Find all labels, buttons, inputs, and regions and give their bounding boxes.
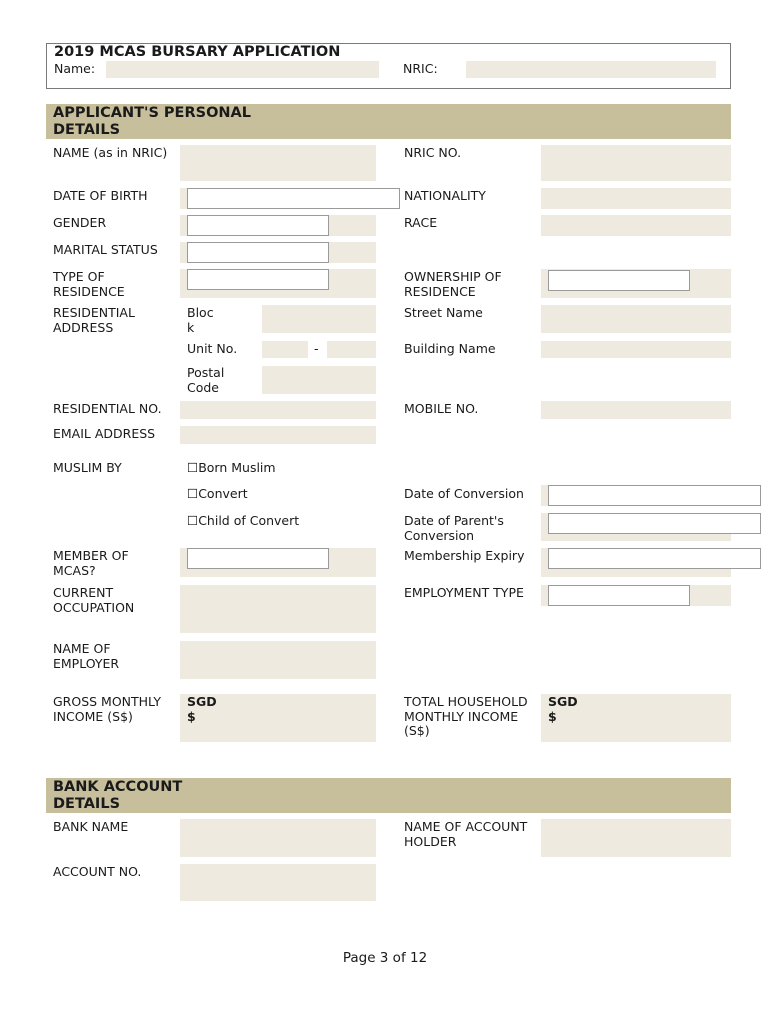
- block-field[interactable]: [262, 305, 376, 333]
- bank-name-field[interactable]: [180, 819, 376, 857]
- ownership-label: OWNERSHIP OF RESIDENCE: [404, 269, 502, 299]
- name-label: NAME (as in NRIC): [53, 145, 168, 160]
- residence-type-label: TYPE OF RESIDENCE: [53, 269, 125, 299]
- form-title-box: [46, 43, 731, 89]
- email-label: EMAIL ADDRESS: [53, 426, 156, 441]
- account-no-field[interactable]: [180, 864, 376, 901]
- race-label: RACE: [404, 215, 438, 230]
- employment-type-label: EMPLOYMENT TYPE: [404, 585, 524, 600]
- building-label: Building Name: [404, 341, 496, 356]
- postal-field[interactable]: [262, 366, 376, 394]
- occupation-label: CURRENT OCCUPATION: [53, 585, 135, 615]
- unit-separator: -: [314, 341, 319, 356]
- header-nric-field[interactable]: [466, 61, 716, 78]
- marital-select[interactable]: [187, 242, 329, 263]
- ownership-select[interactable]: [548, 270, 690, 291]
- conversion-date-input[interactable]: [548, 485, 761, 506]
- postal-label: Postal Code: [187, 365, 225, 395]
- membership-expiry-input[interactable]: [548, 548, 761, 569]
- street-label: Street Name: [404, 305, 483, 320]
- street-field[interactable]: [541, 305, 731, 333]
- employer-field[interactable]: [180, 641, 376, 679]
- child-of-convert-checkbox[interactable]: ☐Child of Convert: [187, 513, 300, 528]
- member-select[interactable]: [187, 548, 329, 569]
- nationality-field[interactable]: [541, 188, 731, 209]
- account-holder-field[interactable]: [541, 819, 731, 857]
- convert-checkbox[interactable]: ☐Convert: [187, 486, 248, 501]
- gender-label: GENDER: [53, 215, 107, 230]
- name-field[interactable]: [180, 145, 376, 181]
- section-header-personal: [46, 104, 731, 139]
- mobile-label: MOBILE NO.: [404, 401, 479, 416]
- unit-floor-field[interactable]: [262, 341, 308, 358]
- muslim-by-label: MUSLIM BY: [53, 460, 122, 475]
- account-no-label: ACCOUNT NO.: [53, 864, 142, 879]
- employer-label: NAME OF EMPLOYER: [53, 641, 120, 671]
- res-no-label: RESIDENTIAL NO.: [53, 401, 162, 416]
- residence-type-select[interactable]: [187, 269, 329, 290]
- dob-label: DATE OF BIRTH: [53, 188, 148, 203]
- born-muslim-checkbox[interactable]: ☐Born Muslim: [187, 460, 276, 475]
- building-field[interactable]: [541, 341, 731, 358]
- section-title-bank: BANK ACCOUNT DETAILS: [53, 779, 183, 812]
- header-nric-label: NRIC:: [403, 61, 438, 76]
- employment-type-select[interactable]: [548, 585, 690, 606]
- mobile-field[interactable]: [541, 401, 731, 419]
- address-label: RESIDENTIAL ADDRESS: [53, 305, 135, 335]
- nric-label: NRIC NO.: [404, 145, 462, 160]
- bank-name-label: BANK NAME: [53, 819, 129, 834]
- dob-input[interactable]: [187, 188, 400, 209]
- occupation-field[interactable]: [180, 585, 376, 633]
- parent-conversion-label: Date of Parent's Conversion: [404, 513, 504, 543]
- race-field[interactable]: [541, 215, 731, 236]
- household-income-label: TOTAL HOUSEHOLD MONTHLY INCOME (S$): [404, 694, 528, 738]
- res-no-field[interactable]: [180, 401, 376, 419]
- member-label: MEMBER OF MCAS?: [53, 548, 129, 578]
- gross-income-value: SGD $: [187, 694, 217, 724]
- section-title-personal: APPLICANT'S PERSONAL DETAILS: [53, 105, 251, 138]
- gross-income-label: GROSS MONTHLY INCOME (S$): [53, 694, 162, 724]
- page-number: Page 3 of 12: [342, 950, 428, 966]
- unit-number-field[interactable]: [327, 341, 376, 358]
- header-name-field[interactable]: [106, 61, 379, 78]
- nationality-label: NATIONALITY: [404, 188, 486, 203]
- email-field[interactable]: [180, 426, 376, 444]
- conversion-date-label: Date of Conversion: [404, 486, 524, 501]
- parent-conversion-input[interactable]: [548, 513, 761, 534]
- gender-select[interactable]: [187, 215, 329, 236]
- household-income-value: SGD $: [548, 694, 578, 724]
- block-label: Bloc k: [187, 305, 214, 335]
- membership-expiry-label: Membership Expiry: [404, 548, 525, 563]
- form-title: 2019 MCAS BURSARY APPLICATION: [54, 44, 341, 60]
- section-header-bank: [46, 778, 731, 813]
- nric-field[interactable]: [541, 145, 731, 181]
- unit-label: Unit No.: [187, 341, 238, 356]
- header-name-label: Name:: [54, 61, 96, 76]
- marital-label: MARITAL STATUS: [53, 242, 158, 257]
- account-holder-label: NAME OF ACCOUNT HOLDER: [404, 819, 528, 849]
